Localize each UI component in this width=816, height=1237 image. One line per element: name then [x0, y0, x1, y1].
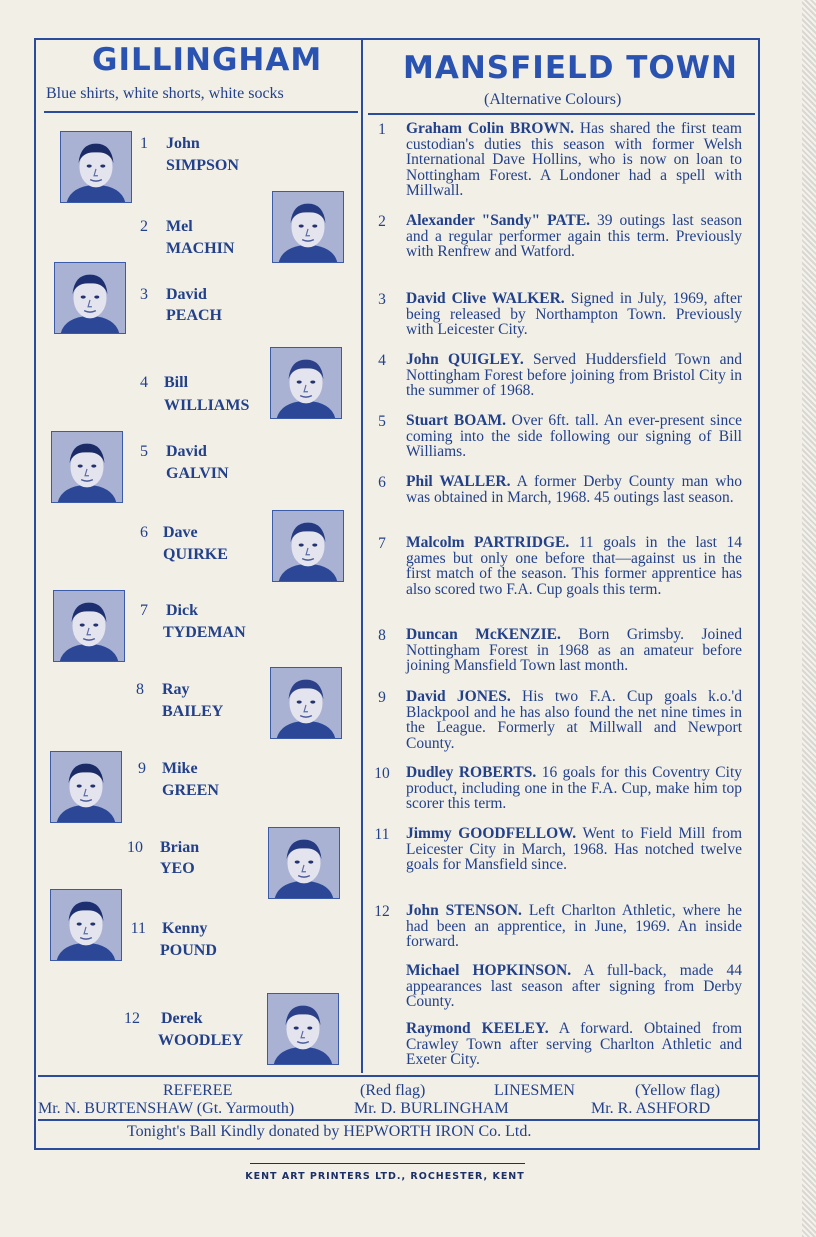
player-number: 8 [378, 627, 386, 644]
player-description: Has shared the first team custodian's duties this season with former Welsh International Dave Hollins, who is now on loan to Nottingham Forest. A Londoner had a spell with Millwall. [406, 120, 742, 199]
player-name: Duncan McKENZIE. [406, 626, 561, 643]
player-bio [406, 291, 742, 338]
red-flag-note: (Red flag) [360, 1082, 426, 1099]
player-surname: GALVIN [166, 465, 229, 482]
player-photo [51, 431, 123, 503]
player-surname: TYDEMAN [163, 624, 246, 641]
player-first-name: Kenny [162, 920, 208, 937]
player-photo [270, 667, 342, 739]
player-name: Malcolm PARTRIDGE. [406, 534, 570, 551]
player-name: David JONES. [406, 688, 511, 705]
player-description: Went to Field Mill from Leicester City in March, 1968. Has notched twelve goals for Mansfield since. [406, 825, 742, 873]
player-number: 7 [140, 602, 148, 619]
player-number: 6 [378, 474, 386, 491]
linesmen-label: LINESMEN [494, 1082, 575, 1099]
player-number: 3 [140, 286, 148, 303]
player-number: 8 [136, 681, 144, 698]
player-photo [272, 191, 344, 263]
player-first-name: Mel [166, 218, 193, 235]
player-number: 10 [374, 765, 390, 782]
player-name: John QUIGLEY. [406, 351, 524, 368]
player-description: 39 outings last season and a regular performer again this term. Previously with Renfrew and Watford. [406, 212, 742, 260]
player-number: 2 [140, 218, 148, 235]
player-number: 7 [378, 535, 386, 552]
player-surname: BAILEY [162, 703, 224, 720]
player-number: 1 [378, 121, 386, 138]
player-number: 5 [140, 443, 148, 460]
linesman-1-name: Mr. D. BURLINGHAM [354, 1100, 509, 1117]
player-first-name: Derek [161, 1010, 203, 1027]
player-surname: WOODLEY [158, 1032, 244, 1049]
player-bio [406, 213, 742, 260]
printer-rule [250, 1163, 525, 1164]
player-description: Served Huddersfield Town and Nottingham Forest before joining from Bristol City in the summer of 1968. [406, 351, 743, 399]
officials-rule-top [38, 1075, 758, 1077]
player-bio [406, 826, 742, 873]
player-photo [268, 827, 340, 899]
player-description: A full-back, made 44 appearances last season after signing from Derby County. [406, 962, 742, 1010]
player-description: 11 goals in the last 14 games but only one before that—against us in the first match of the season. This former apprentice has also scored two F.A. Cup goals this term. [406, 534, 742, 598]
player-name: Dudley ROBERTS. [406, 764, 537, 781]
player-bio [406, 1021, 742, 1068]
player-name: Alexander "Sandy" PATE. [406, 212, 591, 229]
player-bio [406, 535, 742, 597]
player-number: 2 [378, 213, 386, 230]
player-number: 11 [130, 920, 146, 937]
player-bio [406, 903, 742, 950]
player-bio [406, 413, 742, 460]
player-description: His two F.A. Cup goals k.o.'d Blackpool and he has also found the net nine times in the League. Formerly at Millwall and Newport County. [406, 688, 742, 752]
gillingham-title: GILLINGHAM [92, 42, 323, 78]
mansfield-header-rule [368, 113, 755, 115]
mansfield-colours: (Alternative Colours) [484, 91, 622, 108]
ball-donation-note: Tonight's Ball Kindly donated by HEPWORTH IRON Co. Ltd. [127, 1123, 532, 1140]
player-name: Graham Colin BROWN. [406, 120, 575, 137]
player-number: 6 [140, 524, 148, 541]
player-surname: MACHIN [166, 240, 235, 257]
column-divider [361, 40, 363, 1073]
printer-credit: KENT ART PRINTERS LTD., ROCHESTER, KENT [245, 1171, 525, 1182]
player-surname: PEACH [166, 307, 222, 324]
player-photo [50, 889, 122, 961]
player-bio [406, 627, 742, 674]
player-photo [267, 993, 339, 1065]
player-name: Phil WALLER. [406, 473, 511, 490]
player-bio [406, 765, 742, 812]
player-first-name: John [166, 135, 200, 152]
player-description: A former Derby County man who was obtained in March, 1968. 45 outings last season. [406, 473, 742, 506]
linesman-2-name: Mr. R. ASHFORD [591, 1100, 711, 1117]
player-surname: GREEN [162, 782, 219, 799]
player-first-name: David [166, 443, 207, 460]
player-number: 10 [127, 839, 143, 856]
gillingham-header-rule [44, 111, 358, 113]
player-number: 4 [378, 352, 386, 369]
player-photo [270, 347, 342, 419]
player-number: 9 [138, 760, 146, 777]
player-description: Born Grimsby. Joined Nottingham Forest in 1968 as an amateur before joining Mansfield Town last month. [406, 626, 742, 674]
player-first-name: David [166, 286, 207, 303]
player-number: 12 [124, 1010, 140, 1027]
player-bio [406, 352, 742, 399]
player-surname: POUND [160, 942, 217, 959]
player-bio [406, 963, 742, 1010]
player-number: 11 [374, 826, 390, 843]
player-first-name: Dave [163, 524, 198, 541]
player-first-name: Bill [164, 374, 189, 391]
referee-name: Mr. N. BURTENSHAW (Gt. Yarmouth) [38, 1100, 295, 1117]
player-number: 9 [378, 689, 386, 706]
yellow-flag-note: (Yellow flag) [635, 1082, 721, 1099]
player-surname: SIMPSON [166, 157, 239, 174]
player-number: 4 [140, 374, 148, 391]
player-description: A forward. Obtained from Crawley Town after serving Charlton Athletic and Exeter City. [406, 1020, 742, 1068]
player-name: Stuart BOAM. [406, 412, 506, 429]
gillingham-colours: Blue shirts, white shorts, white socks [46, 85, 284, 102]
player-first-name: Mike [162, 760, 198, 777]
player-name: John STENSON. [406, 902, 522, 919]
player-photo [53, 590, 125, 662]
player-description: Signed in July, 1969, after being released by Northampton Town. Previously with Leicester City. [406, 290, 742, 338]
player-bio [406, 689, 742, 751]
player-description: Over 6ft. tall. An ever-present since coming into the side following our signing of Bill Williams. [406, 412, 742, 460]
officials-rule-bottom [38, 1119, 758, 1121]
player-number: 12 [374, 903, 390, 920]
player-bio [406, 474, 742, 505]
player-description: 16 goals for this Coventry City product, including one in the F.A. Cup, make him top scorer this term. [406, 764, 743, 812]
player-first-name: Ray [162, 681, 190, 698]
player-number: 3 [378, 291, 386, 308]
player-name: Jimmy GOODFELLOW. [406, 825, 577, 842]
player-name: Raymond KEELEY. [406, 1020, 549, 1037]
page-edge [802, 0, 816, 1237]
player-photo [272, 510, 344, 582]
player-name: David Clive WALKER. [406, 290, 565, 307]
player-bio [406, 121, 742, 199]
player-surname: YEO [160, 860, 195, 877]
referee-label: REFEREE [163, 1082, 233, 1099]
player-description: Left Charlton Athletic, where he had been an apprentice, in June, 1969. An inside forward. [406, 902, 742, 950]
player-photo [54, 262, 126, 334]
player-number: 5 [378, 413, 386, 430]
player-name: Michael HOPKINSON. [406, 962, 572, 979]
player-first-name: Brian [160, 839, 200, 856]
player-surname: QUIRKE [163, 546, 228, 563]
mansfield-title: MANSFIELD TOWN [403, 50, 738, 86]
player-number: 1 [140, 135, 148, 152]
player-photo [50, 751, 122, 823]
player-surname: WILLIAMS [164, 397, 250, 414]
player-first-name: Dick [166, 602, 198, 619]
